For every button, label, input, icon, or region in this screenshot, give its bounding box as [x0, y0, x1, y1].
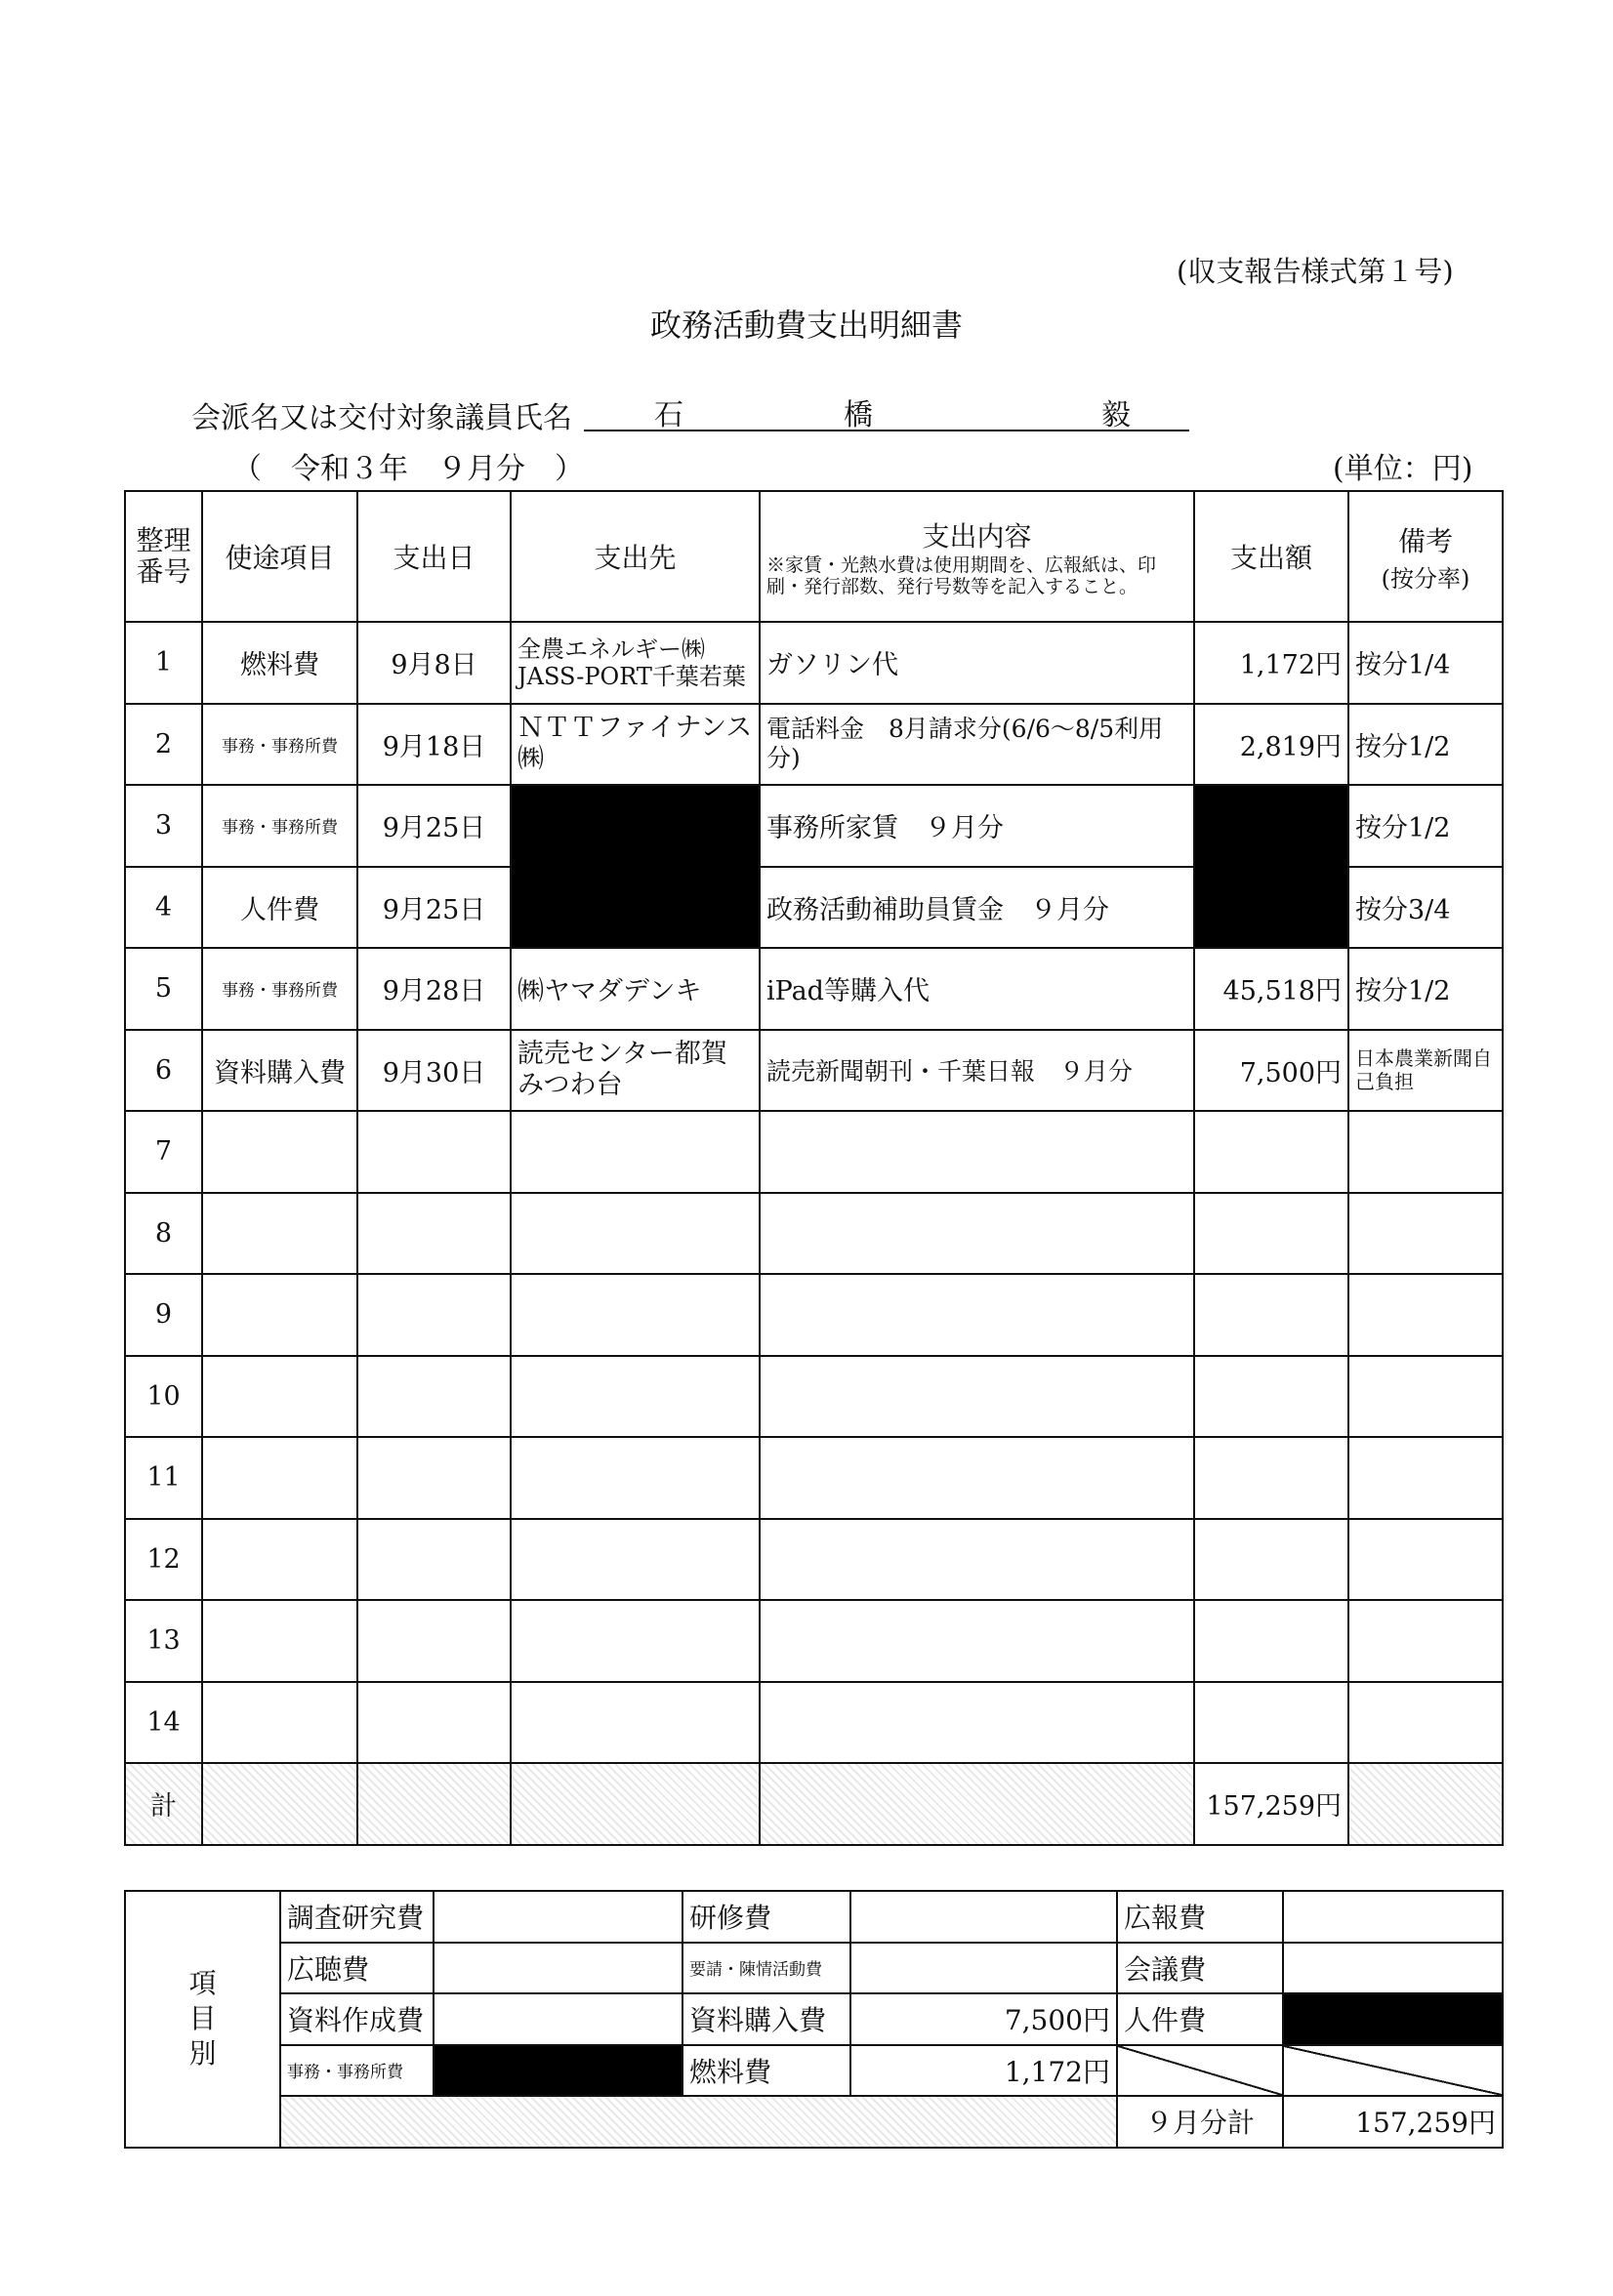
expense-table — [124, 490, 1504, 1846]
table-row — [125, 1193, 1503, 1275]
category-summary-table — [124, 1890, 1504, 2149]
row-no: 12 — [125, 1519, 202, 1601]
row-no: 3 — [125, 785, 202, 867]
row-content: 読売新聞朝刊・千葉日報 ９月分 — [760, 1030, 1194, 1112]
row-remarks: 按分1/4 — [1348, 622, 1503, 704]
table-row — [125, 1030, 1503, 1112]
name-part-3: 毅 — [1101, 398, 1131, 432]
row-remarks: 按分1/2 — [1348, 948, 1503, 1030]
table-row — [125, 1600, 1503, 1682]
redacted-jinken-amount — [1283, 1993, 1503, 2045]
row-no: 6 — [125, 1030, 202, 1112]
header-remarks — [1348, 491, 1503, 622]
name-label: 会派名又は交付対象議員氏名 — [191, 401, 572, 435]
header-content-title: 支出内容 — [922, 520, 1032, 553]
row-date: 9月30日 — [357, 1030, 511, 1112]
diagonal-empty-cell — [1283, 2045, 1503, 2097]
row-amount: 1,172円 — [1194, 622, 1348, 704]
unit-label: (単位：円) — [1333, 452, 1473, 486]
table-row — [125, 704, 1503, 786]
name-part-2: 橋 — [844, 398, 873, 432]
row-use: 資料購入費 — [202, 1030, 357, 1112]
row-date: 9月18日 — [357, 704, 511, 786]
header-content — [760, 491, 1194, 622]
table-row — [125, 622, 1503, 704]
header-amount: 支出額 — [1194, 491, 1348, 622]
header-no: 整理番号 — [125, 491, 202, 622]
row-use: 燃料費 — [202, 622, 357, 704]
table-row — [125, 1274, 1503, 1356]
row-no: 10 — [125, 1356, 202, 1438]
row-use: 事務・事務所費 — [202, 704, 357, 786]
table-row — [125, 1437, 1503, 1519]
shaded-area — [280, 2096, 1117, 2148]
row-remarks: 按分1/2 — [1348, 785, 1503, 867]
redacted-jimu-amount — [434, 2045, 682, 2097]
summary-chosa: 調査研究費 — [280, 1891, 434, 1943]
row-payee: 読売センター都賀みつわ台 — [511, 1030, 760, 1112]
header-remarks-title: 備考 — [1397, 524, 1453, 557]
header-use: 使途項目 — [202, 491, 357, 622]
summary-kocho: 広聴費 — [280, 1943, 434, 1994]
row-use: 事務・事務所費 — [202, 948, 357, 1030]
row-no: 9 — [125, 1274, 202, 1356]
row-remarks: 按分3/4 — [1348, 867, 1503, 949]
row-use: 人件費 — [202, 867, 357, 949]
total-row — [125, 1763, 1503, 1845]
summary-nenryo-amount: 1,172円 — [850, 2045, 1117, 2097]
table-row — [125, 1519, 1503, 1601]
row-no: 13 — [125, 1600, 202, 1682]
header-date: 支出日 — [357, 491, 511, 622]
row-payee: ＮＴＴファイナンス㈱ — [511, 704, 760, 786]
row-no: 1 — [125, 622, 202, 704]
row-content: iPad等購入代 — [760, 948, 1194, 1030]
total-amount: 157,259円 — [1194, 1763, 1348, 1845]
summary-kaigi: 会議費 — [1117, 1943, 1283, 1994]
report-period: （ 令和３年 ９月分 ） — [232, 452, 584, 486]
table-row — [125, 1682, 1503, 1764]
table-row — [125, 1356, 1503, 1438]
summary-koho: 広報費 — [1117, 1891, 1283, 1943]
form-number: (収支報告様式第１号) — [1177, 255, 1454, 288]
redacted-payee — [511, 785, 760, 948]
row-remarks: 日本農業新聞自己負担 — [1348, 1030, 1503, 1112]
member-name-field — [584, 387, 1189, 431]
summary-jimu: 事務・事務所費 — [280, 2045, 434, 2097]
row-no: 5 — [125, 948, 202, 1030]
redacted-amount — [1194, 785, 1348, 948]
table-row — [125, 1111, 1503, 1193]
row-content: ガソリン代 — [760, 622, 1194, 704]
row-remarks: 按分1/2 — [1348, 704, 1503, 786]
summary-label: 項目別 — [125, 1891, 280, 2148]
row-amount: 2,819円 — [1194, 704, 1348, 786]
header-content-note: ※家賃・光熱水費は使用期間を、広報紙は、印刷・発行部数、発行号数等を記入すること。 — [766, 554, 1157, 597]
summary-kenshu: 研修費 — [682, 1891, 850, 1943]
summary-shiryo-konyu: 資料購入費 — [682, 1993, 850, 2045]
name-part-1: 石 — [654, 398, 683, 432]
summary-shiryo-konyu-amount: 7,500円 — [850, 1993, 1117, 2045]
row-content: 政務活動補助員賃金 ９月分 — [760, 867, 1194, 949]
row-no: 8 — [125, 1193, 202, 1275]
header-remarks-sub: (按分率) — [1381, 564, 1470, 593]
summary-yosei: 要請・陳情活動費 — [682, 1943, 850, 1994]
row-date: 9月25日 — [357, 785, 511, 867]
row-no: 14 — [125, 1682, 202, 1764]
row-no: 7 — [125, 1111, 202, 1193]
table-row — [125, 785, 1503, 867]
row-no: 2 — [125, 704, 202, 786]
diagonal-empty-cell — [1117, 2045, 1283, 2097]
row-no: 4 — [125, 867, 202, 949]
row-date: 9月25日 — [357, 867, 511, 949]
row-payee: ㈱ヤマダデンキ — [511, 948, 760, 1030]
row-amount: 7,500円 — [1194, 1030, 1348, 1112]
header-payee: 支出先 — [511, 491, 760, 622]
month-total-label: ９月分計 — [1117, 2096, 1283, 2148]
row-content: 事務所家賃 ９月分 — [760, 785, 1194, 867]
document-title: 政務活動費支出明細書 — [649, 307, 963, 344]
month-total-amount: 157,259円 — [1283, 2096, 1503, 2148]
row-content: 電話料金 8月請求分(6/6～8/5利用分) — [760, 704, 1194, 786]
row-date: 9月8日 — [357, 622, 511, 704]
table-row — [125, 948, 1503, 1030]
row-payee: 全農エネルギー㈱JASS-PORT千葉若葉 — [511, 622, 760, 704]
row-date: 9月28日 — [357, 948, 511, 1030]
row-amount: 45,518円 — [1194, 948, 1348, 1030]
summary-nenryo: 燃料費 — [682, 2045, 850, 2097]
summary-jinken: 人件費 — [1117, 1993, 1283, 2045]
summary-shiryo-sakusei: 資料作成費 — [280, 1993, 434, 2045]
row-use: 事務・事務所費 — [202, 785, 357, 867]
total-label: 計 — [125, 1763, 202, 1845]
row-no: 11 — [125, 1437, 202, 1519]
